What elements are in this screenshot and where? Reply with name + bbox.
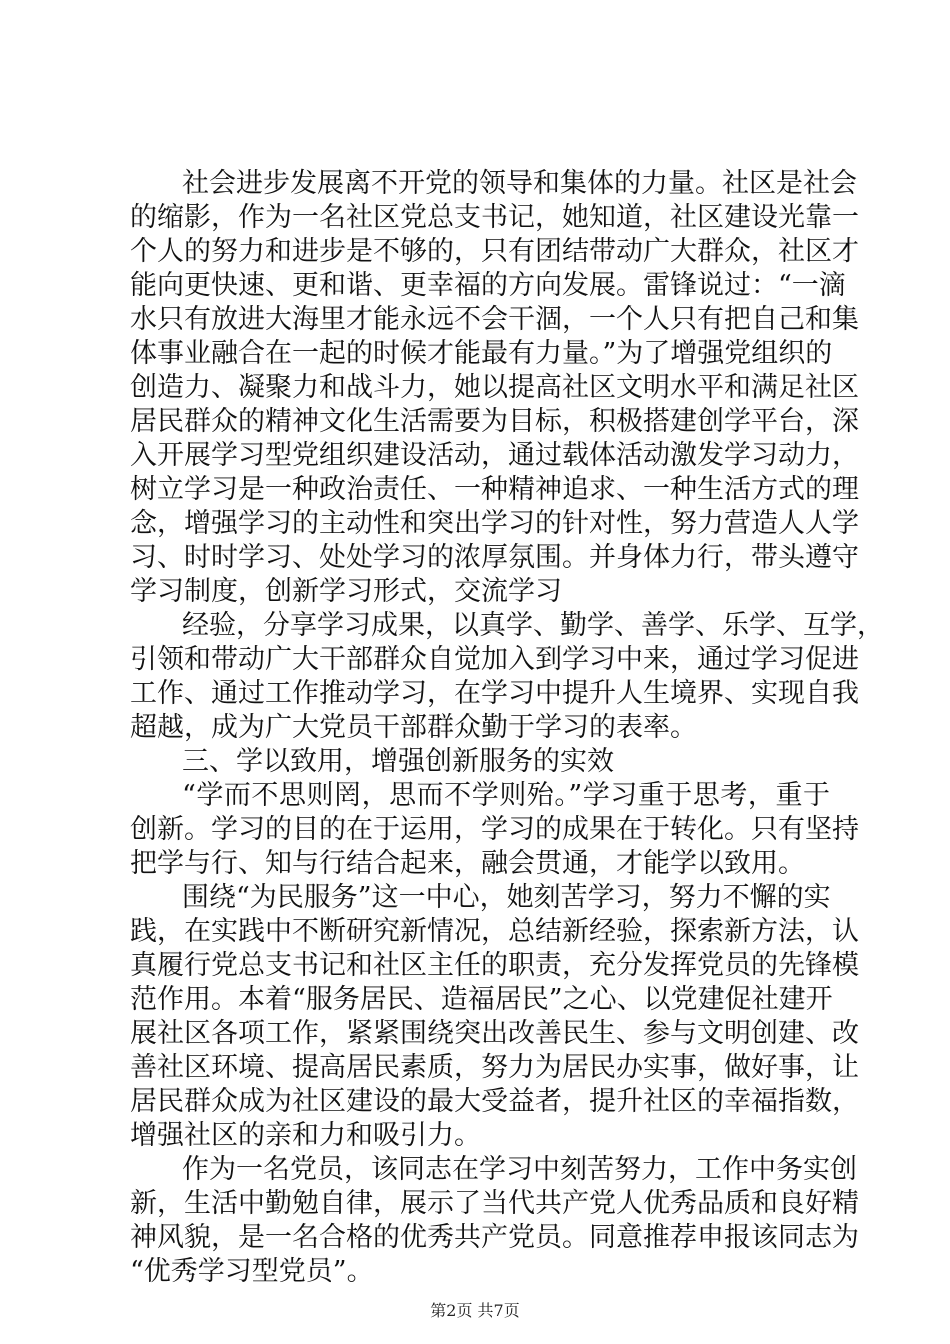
text-line: 水只有放进大海里才能永远不会干涸，一个人只有把自己和集	[130, 304, 859, 335]
text-line: 展社区各项工作，紧紧围绕突出改善民生、参与文明创建、改	[130, 1018, 859, 1049]
text-line: 引领和带动广大干部群众自觉加入到学习中来，通过学习促进	[130, 644, 859, 675]
text-line: 作为一名党员，该同志在学习中刻苦努力，工作中务实创	[182, 1154, 857, 1185]
text-line: “优秀学习型党员”。	[130, 1256, 374, 1287]
text-line: 的缩影，作为一名社区党总支书记，她知道，社区建设光靠一	[130, 202, 859, 233]
text-line: 居民群众的精神文化生活需要为目标，积极搭建创学平台，深	[130, 406, 859, 437]
text-line: 念，增强学习的主动性和突出学习的针对性，努力营造人人学	[130, 508, 859, 539]
text-line: 习、时时学习、处处学习的浓厚氛围。并身体力行，带头遵守	[130, 542, 859, 573]
text-line: 把学与行、知与行结合起来，融会贯通，才能学以致用。	[130, 848, 805, 879]
text-line: 创新。学习的目的在于运用，学习的成果在于转化。只有坚持	[130, 814, 859, 845]
text-line: 围绕“为民服务”这一中心，她刻苦学习，努力不懈的实	[182, 882, 831, 913]
text-line: 善社区环境、提高居民素质，努力为居民办实事，做好事，让	[130, 1052, 859, 1083]
text-line: 工作、通过工作推动学习，在学习中提升人生境界、实现自我	[130, 678, 859, 709]
text-line: 能向更快速、更和谐、更幸福的方向发展。雷锋说过：“一滴	[130, 270, 846, 301]
text-line: “学而不思则罔，思而不学则殆。”学习重于思考，重于	[182, 780, 830, 811]
text-line: 树立学习是一种政治责任、一种精神追求、一种生活方式的理	[130, 474, 859, 505]
page-footer: 第2页 共7页	[430, 1301, 520, 1320]
text-line: 经验，分享学习成果，以真学、勤学、善学、乐学、互学，	[182, 610, 884, 641]
text-line: 新，生活中勤勉自律，展示了当代共产党人优秀品质和良好精	[130, 1188, 859, 1219]
text-line: 超越，成为广大党员干部群众勤于学习的表率。	[130, 712, 697, 743]
section-heading: 三、学以致用，增强创新服务的实效	[182, 746, 614, 777]
text-line: 增强社区的亲和力和吸引力。	[130, 1120, 481, 1151]
text-line: 真履行党总支书记和社区主任的职责，充分发挥党员的先锋模	[130, 950, 859, 981]
text-line: 个人的努力和进步是不够的，只有团结带动广大群众，社区才	[130, 236, 859, 267]
text-line: 社会进步发展离不开党的领导和集体的力量。社区是社会	[182, 168, 857, 199]
text-line: 学习制度，创新学习形式，交流学习	[130, 576, 562, 607]
text-line: 范作用。本着“服务居民、造福居民”之心、以党建促社建开	[130, 984, 833, 1015]
text-line: 践，在实践中不断研究新情况，总结新经验，探索新方法，认	[130, 916, 859, 947]
text-line: 创造力、凝聚力和战斗力，她以提高社区文明水平和满足社区	[130, 372, 859, 403]
text-line: 体事业融合在一起的时候才能最有力量。”为了增强党组织的	[130, 338, 833, 369]
text-line: 居民群众成为社区建设的最大受益者，提升社区的幸福指数，	[130, 1086, 859, 1117]
text-line: 神风貌，是一名合格的优秀共产党员。同意推荐申报该同志为	[130, 1222, 859, 1253]
text-line: 入开展学习型党组织建设活动，通过载体活动激发学习动力，	[130, 440, 859, 471]
